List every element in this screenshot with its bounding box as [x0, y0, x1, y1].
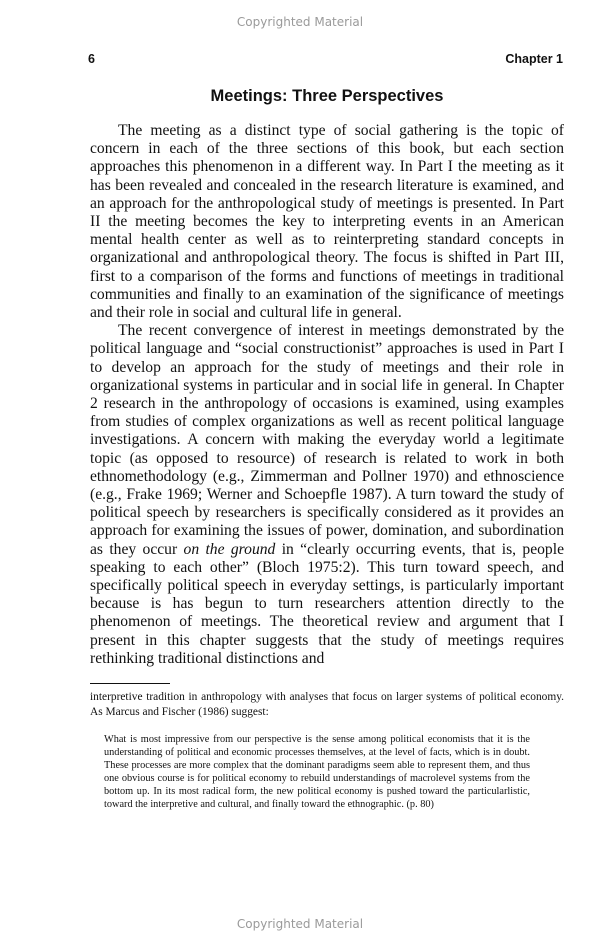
- page-number: 6: [88, 52, 95, 66]
- running-head: Chapter 1: [505, 52, 563, 66]
- copyright-watermark-top: Copyrighted Material: [236, 15, 364, 29]
- footnote-divider: [90, 683, 170, 684]
- paragraph-2-text-a: The recent convergence of interest in meetings demonstrated by the political language and “social constructionist” approaches is used in Part I to develop an approach for the study of meetings and their role in organizational systems in particular and in social life in general. In Chapter 2 research in the anthropology of occasions is examined, using examples from studies of complex organizations as well as recent political language investigations. A concern with making the everyday world a legitimate topic (as opposed to resource) of research is related to work in both ethnomethodology (e.g., Zimmerman and Pollner 1970) and ethnoscience (e.g., Frake 1969; Werner and Schoepfle 1987). A turn toward the study of political speech by researchers is specifically considered as it provides an approach for examining the issues of power, domination, and subordination as they occur: [90, 322, 564, 558]
- paragraph-1: The meeting as a distinct type of social gathering is the topic of concern in each of the three sections of this book, but each section approaches this phenomenon in a different way. In Part I the meeting as it has been revealed and concealed in the research literature is examined, and an approach for the anthropological study of meetings is presented. In Part II the meeting becomes the key to interpreting events in an American mental health center as well as to reinterpreting standard concepts in organizational and anthropological theory. The focus is shifted in Part III, first to a comparison of the forms and functions of meetings in traditional communities and finally to an examination of the significance of meetings and their role in social and cultural life in general.: [90, 122, 564, 322]
- paragraph-2-text-b: in “clearly occurring events, that is, people speaking to each other” (Bloch 1975:2). This turn toward speech, and specifically political speech in everyday settings, is particularly important because is has begun to turn researchers attention directly to the phenomenon of meetings. The theoretical review and argument that I present in this chapter suggests that the study of meetings requires rethinking traditional distinctions and: [90, 540, 564, 667]
- copyright-watermark-bottom: Copyrighted Material: [236, 917, 364, 931]
- footnote: [90, 690, 564, 720]
- paragraph-2-emphasis: on the ground: [183, 540, 276, 558]
- main-text: [90, 122, 564, 668]
- footnote-block-quote: [104, 734, 530, 811]
- paragraph-2: [90, 322, 564, 668]
- block-quote-text: What is most impressive from our perspective is the sense among political economists that it is the understanding of political and economic processes themselves, at the level of facts, which is in doubt. These processes are more complex that the dominant paradigms seem able to represent them, and thus one obvious course is for political economy to rebuild understandings of macrolevel systems from the bottom up. In its most radical form, the new political economy is pushed toward the particularlistic, toward the interpretive and cultural, and finally toward the ethnographic. (p. 80): [104, 734, 530, 810]
- section-title: Meetings: Three Perspectives: [210, 87, 444, 105]
- footnote-text: interpretive tradition in anthropology with analyses that focus on larger systems of political economy. As Marcus and Fischer (1986) suggest:: [90, 691, 564, 719]
